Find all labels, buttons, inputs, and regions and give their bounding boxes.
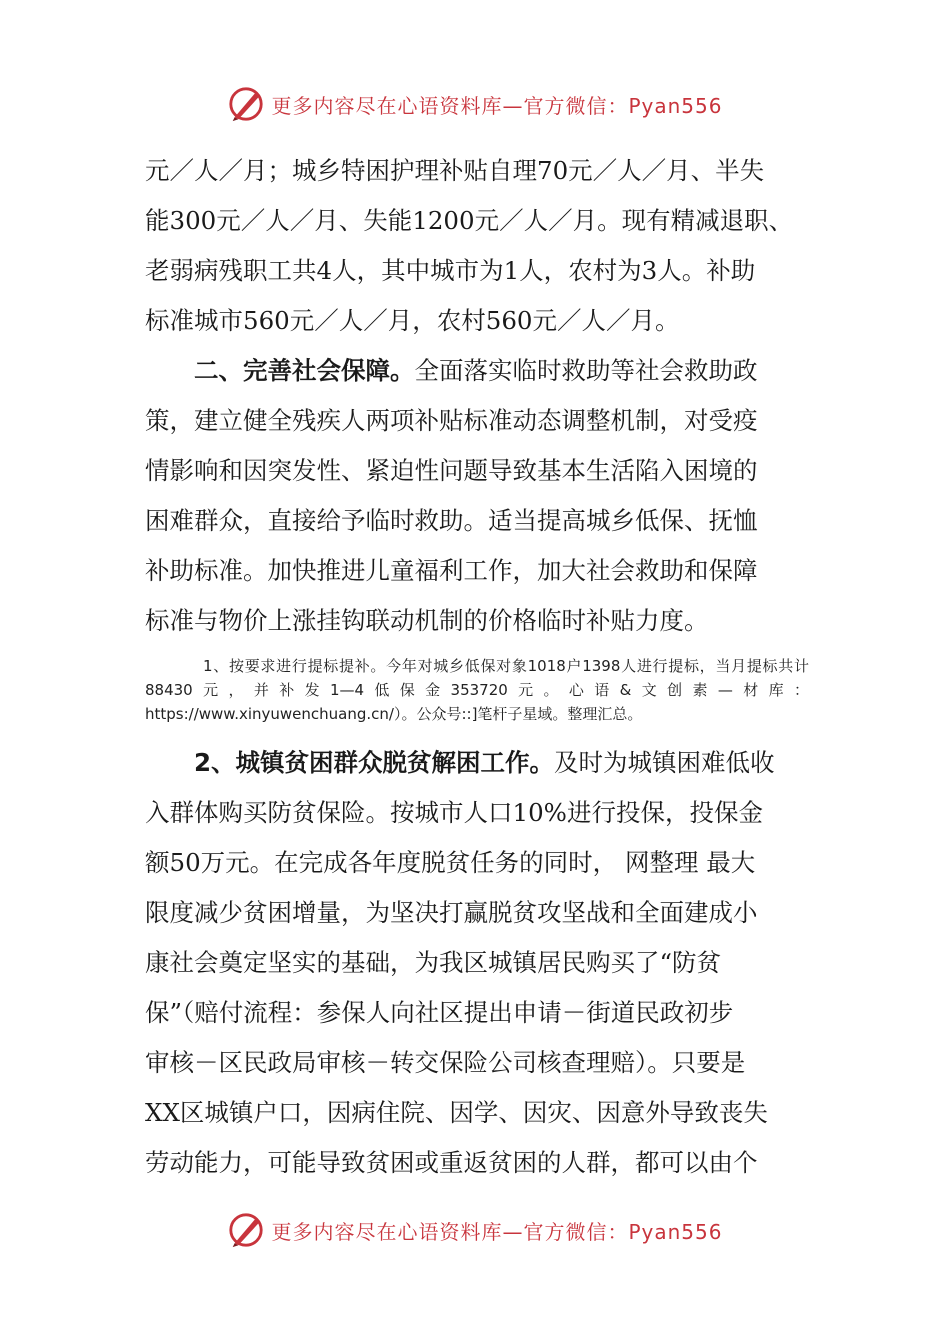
text-line: 元／人／月；城乡特困护理补贴自理70元／人／月、半失 [145, 156, 765, 185]
text-line: 保”（赔付流程：参保人向社区提出申请－街道民政初步 [145, 998, 734, 1027]
document-body [145, 146, 809, 1188]
text-line: 入群体购买防贫保险。按城市人口10%进行投保，投保金 [145, 798, 763, 827]
section-3-heading: 2、城镇贫困群众脱贫解困工作。 [194, 748, 555, 777]
text-line: 额50万元。在完成各年度脱贫任务的同时， 网整理 最大 [145, 848, 756, 877]
text-line: 劳动能力，可能导致贫困或重返贫困的人群，都可以由个 [145, 1148, 758, 1177]
text-line: 标准城市560元／人／月，农村560元／人／月。 [145, 306, 680, 335]
text-line: 限度减少贫困增量，为坚决打赢脱贫攻坚战和全面建成小 [145, 898, 758, 927]
section-2 [145, 346, 809, 646]
section-3 [145, 738, 809, 1188]
text-line: 审核－区民政局审核－转交保险公司核查理赔）。只要是 [145, 1048, 746, 1077]
text-line: XX区城镇户口，因病住院、因学、因灾、因意外导致丧失 [145, 1098, 768, 1127]
text-line: 情影响和因突发性、紧迫性问题导致基本生活陷入困境的 [145, 456, 758, 485]
header-text: 更多内容尽在心语资料库—官方微信：Pyan556 [271, 93, 723, 118]
text-line: 能300元／人／月、失能1200元／人／月。现有精减退职、 [145, 206, 794, 235]
header-banner [0, 82, 950, 126]
para1 [145, 146, 809, 346]
section-3-first-line: 2、城镇贫困群众脱贫解困工作。 及时为城镇困难低收 [145, 738, 809, 788]
pen-logo-icon [227, 1211, 265, 1249]
text-line: 补助标准。加快推进儿童福利工作，加大社会救助和保障 [145, 556, 758, 585]
text-line: 老弱病残职工共4人，其中城市为1人，农村为3人。补助 [145, 256, 756, 285]
text-line: 困难群众，直接给予临时救助。适当提高城乡低保、抚恤 [145, 506, 758, 535]
section-2-heading: 二、完善社会保障。 [194, 356, 415, 385]
footer-banner [0, 1208, 950, 1252]
text-line: 标准与物价上涨挂钩联动机制的价格临时补贴力度。 [145, 606, 709, 635]
pen-logo-icon [227, 85, 265, 123]
small-note: 1、按要求进行提标提补。今年对城乡低保对象1018户1398人进行提标，当月提标共计88430元，并补发1—4低保金353720元。心语&文创素—材库：https://www.xinyuwenchuang.cn/）。公众号::]笔杆子星域。整理汇总。 [145, 657, 809, 723]
footer-text: 更多内容尽在心语资料库—官方微信：Pyan556 [271, 1219, 723, 1244]
section-2-first-line: 二、完善社会保障。 全面落实临时救助等社会救助政 [145, 346, 809, 396]
text-line: 康社会奠定坚实的基础，为我区城镇居民购买了“防贫 [145, 948, 722, 977]
text-line: 策，建立健全残疾人两项补贴标准动态调整机制，对受疫 [145, 406, 758, 435]
